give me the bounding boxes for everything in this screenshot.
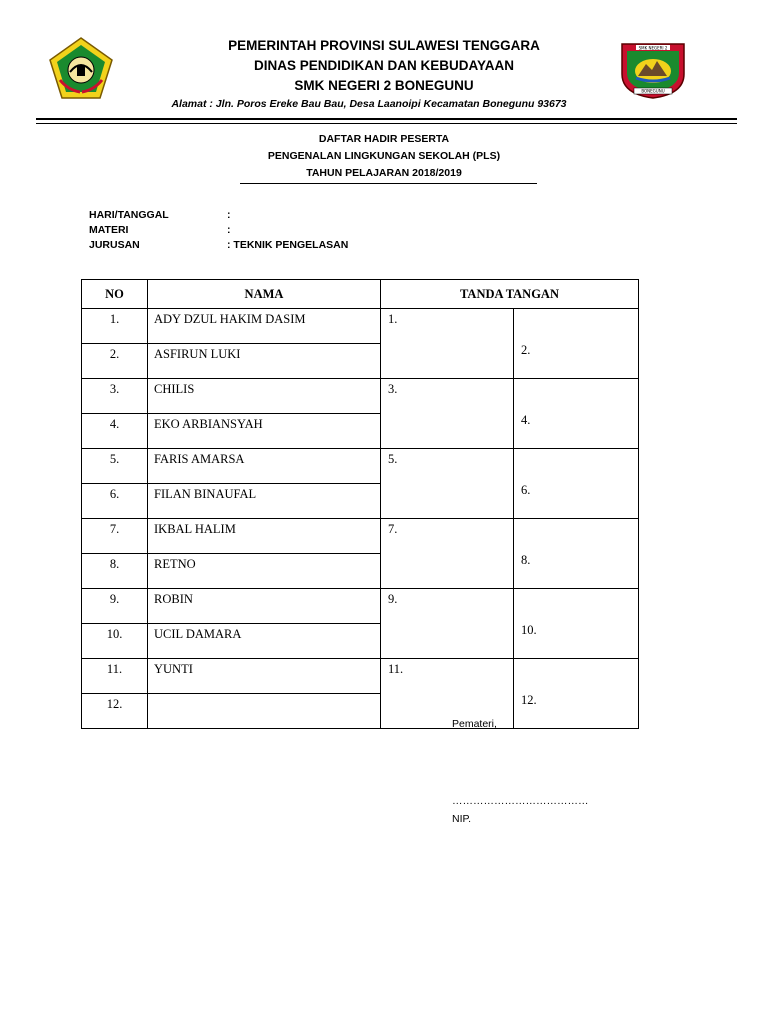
- doc-year: TAHUN PELAJARAN 2018/2019: [306, 167, 462, 179]
- header-signature: TANDA TANGAN: [381, 280, 639, 309]
- row-name: ADY DZUL HAKIM DASIM: [148, 309, 381, 344]
- row-number: 6.: [82, 484, 148, 519]
- row-number: 11.: [82, 659, 148, 694]
- svg-text:BONEGUNU: BONEGUNU: [641, 88, 665, 94]
- row-number: 1.: [82, 309, 148, 344]
- signature-cell-left[interactable]: 11.: [381, 659, 514, 729]
- row-name: FARIS AMARSA: [148, 449, 381, 484]
- signature-cell-right[interactable]: 10.: [514, 589, 639, 659]
- table-header-row: [82, 280, 639, 309]
- header-divider-thin: [36, 123, 737, 124]
- header-government: PEMERINTAH PROVINSI SULAWESI TENGGARA: [228, 38, 540, 53]
- table-row: [82, 589, 639, 624]
- info-label-materi: MATERI: [89, 224, 129, 236]
- table-row: [82, 309, 639, 344]
- header-department: DINAS PENDIDIKAN DAN KEBUDAYAAN: [253, 58, 515, 73]
- row-number: 10.: [82, 624, 148, 659]
- table-row: [82, 659, 639, 694]
- signature-dotted-line: …………………………………: [452, 795, 589, 807]
- row-number: 5.: [82, 449, 148, 484]
- table-row: [82, 449, 639, 484]
- row-name: FILAN BINAUFAL: [148, 484, 381, 519]
- table-row: [82, 379, 639, 414]
- info-value-date: :: [227, 209, 231, 221]
- header-name: NAMA: [148, 280, 381, 309]
- signature-cell-left[interactable]: 7.: [381, 519, 514, 589]
- info-label-date: HARI/TANGGAL: [89, 209, 169, 221]
- info-value-jurusan: : TEKNIK PENGELASAN: [227, 239, 349, 251]
- row-number: 7.: [82, 519, 148, 554]
- signature-cell-left[interactable]: 9.: [381, 589, 514, 659]
- signature-cell-left[interactable]: 1.: [381, 309, 514, 379]
- signature-cell-right[interactable]: 6.: [514, 449, 639, 519]
- signature-cell-left[interactable]: 5.: [381, 449, 514, 519]
- signature-cell-right[interactable]: 8.: [514, 519, 639, 589]
- row-name: YUNTI: [148, 659, 381, 694]
- row-number: 9.: [82, 589, 148, 624]
- row-name: ASFIRUN LUKI: [148, 344, 381, 379]
- info-label-jurusan: JURUSAN: [89, 239, 140, 251]
- table-row: [82, 519, 639, 554]
- row-number: 4.: [82, 414, 148, 449]
- signature-cell-right[interactable]: 4.: [514, 379, 639, 449]
- row-number: 2.: [82, 344, 148, 379]
- header-divider-thick: [36, 118, 737, 120]
- header-no: NO: [82, 280, 148, 309]
- nip-label: NIP.: [452, 813, 472, 825]
- svg-text:SMK NEGERI 2: SMK NEGERI 2: [638, 45, 668, 51]
- row-name: EKO ARBIANSYAH: [148, 414, 381, 449]
- signature-cell-right[interactable]: 12.: [514, 659, 639, 729]
- row-name: [148, 694, 381, 729]
- row-number: 12.: [82, 694, 148, 729]
- signature-cell-left[interactable]: 3.: [381, 379, 514, 449]
- signature-cell-right[interactable]: 2.: [514, 309, 639, 379]
- row-name: CHILIS: [148, 379, 381, 414]
- row-name: IKBAL HALIM: [148, 519, 381, 554]
- row-number: 8.: [82, 554, 148, 589]
- row-number: 3.: [82, 379, 148, 414]
- header-address: Alamat : Jln. Poros Ereke Bau Bau, Desa Laanoipi Kecamatan Bonegunu 93673: [171, 98, 567, 110]
- pemateri-label: Pemateri,: [452, 718, 497, 730]
- attendance-table: [81, 279, 639, 729]
- doc-title: DAFTAR HADIR PESERTA: [318, 133, 450, 145]
- row-name: UCIL DAMARA: [148, 624, 381, 659]
- doc-subtitle: PENGENALAN LINGKUNGAN SEKOLAH (PLS): [267, 150, 501, 162]
- header-school-name: SMK NEGERI 2 BONEGUNU: [294, 78, 474, 93]
- info-value-materi: :: [227, 224, 231, 236]
- title-underline: [240, 183, 537, 184]
- row-name: RETNO: [148, 554, 381, 589]
- row-name: ROBIN: [148, 589, 381, 624]
